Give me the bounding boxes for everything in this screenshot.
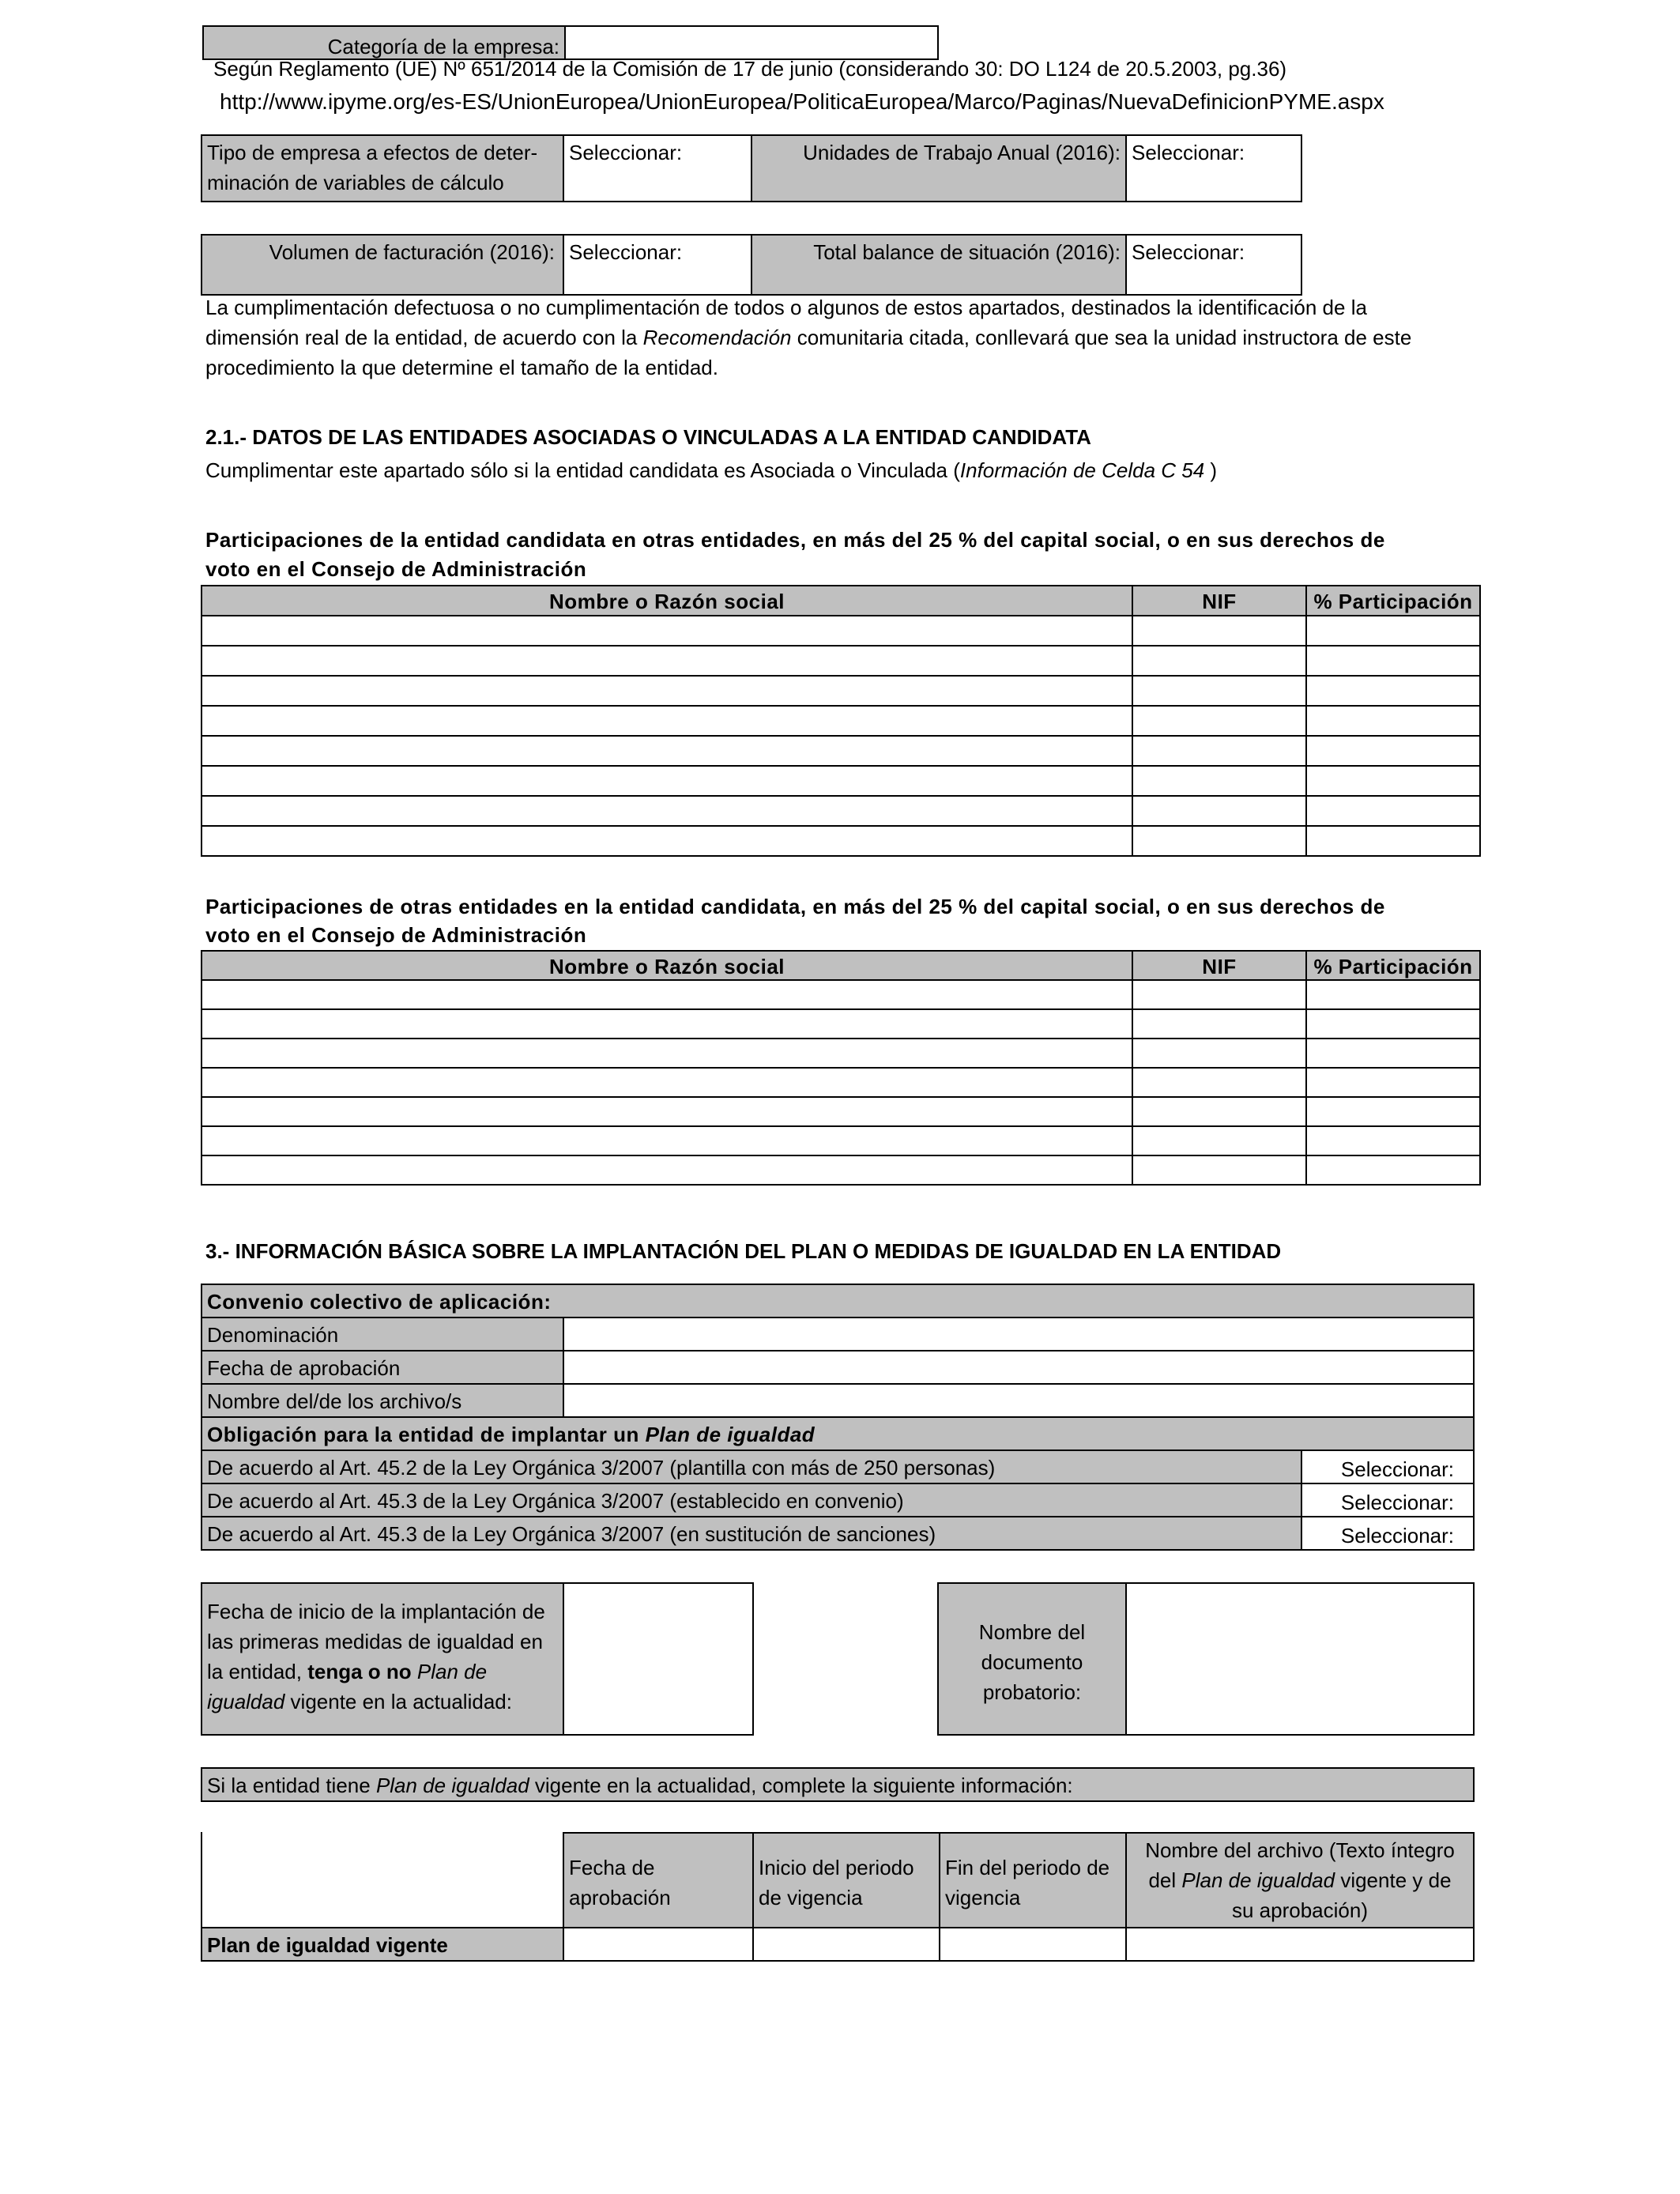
plan-header-inicio-2: de vigencia [759, 1886, 863, 1909]
volumen-label-box [201, 234, 564, 296]
table-cell-nif-col[interactable] [1132, 825, 1307, 857]
table-cell-participacion-col[interactable] [1305, 1008, 1481, 1039]
art3-label-cell [201, 1516, 1302, 1551]
table-cell-nif-col[interactable] [1132, 675, 1307, 707]
obligacion-header [201, 1416, 1475, 1451]
notice-recomendacion: Recomendación [642, 326, 792, 349]
table-header-label: % Participación [1313, 590, 1473, 613]
art1-label: De acuerdo al Art. 45.2 de la Ley Orgánica 3/2007 (plantilla con más de 250 personas) [207, 1456, 996, 1480]
plan-header-inicio-1: Inicio del periodo [759, 1856, 914, 1879]
reglamento-text: Según Reglamento (UE) Nº 651/2014 de la Comisión de 17 de junio (considerando 30: DO L124 de 20.5.2003, pg.36) [213, 57, 1287, 81]
volumen-value: Seleccionar: [569, 240, 683, 264]
table-header-participacion-col [1305, 585, 1481, 616]
unidades-label: Unidades de Trabajo Anual (2016): [803, 141, 1121, 164]
table-cell-nombre-col[interactable] [201, 735, 1133, 767]
unidades-value: Seleccionar: [1132, 141, 1245, 164]
obligacion-label-b: Plan de igualdad [645, 1423, 816, 1446]
documento-label-cell [937, 1582, 1127, 1736]
plan-vigente-info-a: Si la entidad tiene [207, 1774, 376, 1797]
categoria-label-box [202, 25, 566, 60]
nombre-archivos-label: Nombre del/de los archivo/s [207, 1389, 462, 1413]
tipo-label-1: Tipo de empresa a efectos de deter- [207, 141, 538, 164]
table-cell-participacion-col[interactable] [1305, 825, 1481, 857]
art3-select[interactable] [1301, 1516, 1475, 1551]
tipo-label-box [201, 134, 564, 202]
fecha-aprobacion-label: Fecha de aprobación [207, 1356, 401, 1380]
art2-select[interactable] [1301, 1483, 1475, 1517]
table-cell-participacion-col[interactable] [1305, 1155, 1481, 1186]
table-cell-participacion-col[interactable] [1305, 765, 1481, 797]
art1-select-value: Seleccionar: [1340, 1457, 1454, 1481]
table-cell-nombre-col[interactable] [201, 979, 1133, 1010]
table-cell-participacion-col[interactable] [1305, 705, 1481, 737]
section21-subtitle-a: Cumplimentar este apartado sólo si la entidad candidata es Asociada o Vinculada ( [205, 458, 960, 482]
table2-title-1: Participaciones de otras entidades en la entidad candidata, en más del 25 % del capital social, o en sus derechos de [205, 895, 1385, 918]
table-cell-nombre-col[interactable] [201, 645, 1133, 677]
section21-subtitle-b: Información de Celda C 54 [959, 458, 1205, 482]
art2-label-cell [201, 1483, 1302, 1517]
section21-subtitle [205, 458, 1217, 483]
table-cell-participacion-col[interactable] [1305, 979, 1481, 1010]
nombre-archivos-input[interactable] [563, 1383, 1475, 1418]
fecha-inicio-line-4a: igualdad [207, 1690, 285, 1713]
balance-value: Seleccionar: [1132, 240, 1245, 264]
table-cell-nif-col[interactable] [1132, 645, 1307, 677]
notice-line-1: La cumplimentación defectuosa o no cumplimentación de todos o algunos de estos apartados, destinados la identificación de la [205, 296, 1367, 319]
fecha-inicio-line-4b: vigente en la actualidad: [284, 1690, 512, 1713]
fecha-inicio-label-cell [201, 1582, 564, 1736]
plan-vigente-row-label [201, 1927, 564, 1962]
table-header-label: Nombre o Razón social [549, 590, 785, 613]
table-cell-participacion-col[interactable] [1305, 675, 1481, 707]
unidades-select[interactable] [1125, 134, 1302, 202]
table-header-label: Nombre o Razón social [549, 955, 785, 978]
url-link[interactable]: http://www.ipyme.org/es-ES/UnionEuropea/UnionEuropea/PoliticaEuropea/Marco/Paginas/NuevaDefinicionPYME.aspx [220, 89, 1384, 114]
plan-table-corner-border [201, 1832, 564, 1927]
table-cell-nif-col[interactable] [1132, 615, 1307, 647]
table-cell-nif-col[interactable] [1132, 705, 1307, 737]
table-cell-nombre-col[interactable] [201, 1096, 1133, 1127]
balance-label-box [751, 234, 1127, 296]
plan-vigente-inicio-input[interactable] [752, 1927, 940, 1962]
table-cell-nombre-col[interactable] [201, 705, 1133, 737]
fecha-inicio-input[interactable] [563, 1582, 754, 1736]
table-cell-participacion-col[interactable] [1305, 735, 1481, 767]
documento-line-1: Nombre del [978, 1620, 1086, 1644]
notice-line-2c: comunitaria citada, conllevará que sea la unidad instructora de este [791, 326, 1412, 349]
art1-label-cell [201, 1449, 1302, 1484]
plan-vigente-fecha-input[interactable] [563, 1927, 754, 1962]
art2-label: De acuerdo al Art. 45.3 de la Ley Orgánica 3/2007 (establecido en convenio) [207, 1489, 904, 1513]
notice-line-3: procedimiento la que determine el tamaño de la entidad. [205, 356, 718, 379]
table-cell-participacion-col[interactable] [1305, 1067, 1481, 1098]
table-cell-nif-col[interactable] [1132, 979, 1307, 1010]
table-cell-participacion-col[interactable] [1305, 1038, 1481, 1069]
fecha-inicio-line-3 [207, 1660, 487, 1684]
table-cell-nif-col[interactable] [1132, 1038, 1307, 1069]
table-cell-nif-col[interactable] [1132, 765, 1307, 797]
art1-select[interactable] [1301, 1449, 1475, 1484]
art2-select-value: Seleccionar: [1340, 1491, 1454, 1514]
plan-header-nombre-2 [1127, 1868, 1473, 1893]
table-header-nombre-col [201, 950, 1133, 981]
notice-line-2a: dimensión real de la entidad, de acuerdo con la [205, 326, 643, 349]
categoria-label: Categoría de la empresa: [327, 35, 559, 58]
section21-title: 2.1.- DATOS DE LAS ENTIDADES ASOCIADAS O VINCULADAS A LA ENTIDAD CANDIDATA [205, 425, 1091, 449]
notice-line-2 [205, 326, 1411, 350]
table-cell-nombre-col[interactable] [201, 1038, 1133, 1069]
plan-header-fecha [563, 1832, 754, 1928]
table-cell-nif-col[interactable] [1132, 795, 1307, 827]
table-header-nombre-col [201, 585, 1133, 616]
table-cell-nombre-col[interactable] [201, 825, 1133, 857]
table1-title-1: Participaciones de la entidad candidata en otras entidades, en más del 25 % del capital social, o en sus derechos de [205, 528, 1385, 552]
table-cell-nif-col[interactable] [1132, 1096, 1307, 1127]
fecha-aprobacion-input[interactable] [563, 1350, 1475, 1385]
fecha-inicio-line-3a: la entidad, [207, 1660, 308, 1683]
obligacion-label-a: Obligación para la entidad de implantar un [207, 1423, 646, 1446]
convenio-header [201, 1284, 1475, 1318]
nombre-archivos-label-cell [201, 1383, 564, 1418]
plan-vigente-nombre-input[interactable] [1125, 1927, 1475, 1962]
table-cell-nif-col[interactable] [1132, 1125, 1307, 1156]
table-cell-nombre-col[interactable] [201, 675, 1133, 707]
table-header-label: NIF [1202, 955, 1237, 978]
documento-line-2: documento [981, 1650, 1083, 1674]
denominacion-label-cell [201, 1317, 564, 1351]
art3-label: De acuerdo al Art. 45.3 de la Ley Orgánica 3/2007 (en sustitución de sanciones) [207, 1522, 936, 1546]
table-cell-nombre-col[interactable] [201, 765, 1133, 797]
plan-vigente-info-bar [201, 1767, 1475, 1802]
table-cell-participacion-col[interactable] [1305, 795, 1481, 827]
fecha-inicio-line-1: Fecha de inicio de la implantación de [207, 1600, 545, 1623]
table-cell-nif-col[interactable] [1132, 1155, 1307, 1186]
table-cell-nif-col[interactable] [1132, 1067, 1307, 1098]
table-cell-nombre-col[interactable] [201, 1155, 1133, 1186]
plan-header-fecha-1: Fecha de [569, 1856, 655, 1879]
plan-header-inicio [752, 1832, 940, 1928]
plan-header-nombre-2b: Plan de igualdad [1181, 1868, 1335, 1892]
documento-input[interactable] [1125, 1582, 1475, 1736]
tipo-value: Seleccionar: [569, 141, 683, 164]
tipo-select[interactable] [563, 134, 752, 202]
table-cell-nombre-col[interactable] [201, 1125, 1133, 1156]
table-cell-nombre-col[interactable] [201, 615, 1133, 647]
table-cell-nombre-col[interactable] [201, 1067, 1133, 1098]
table-header-participacion-col [1305, 950, 1481, 981]
table-cell-participacion-col[interactable] [1305, 615, 1481, 647]
plan-header-fin-1: Fin del periodo de [945, 1856, 1110, 1879]
table2-title-2: voto en el Consejo de Administración [205, 923, 587, 947]
categoria-value-field[interactable] [564, 25, 939, 60]
plan-header-fecha-2: aprobación [569, 1886, 671, 1909]
fecha-aprobacion-label-cell [201, 1350, 564, 1385]
plan-header-nombre-2a: del [1148, 1868, 1182, 1892]
section21-subtitle-c: ) [1204, 458, 1218, 482]
table-header-nif-col [1132, 585, 1307, 616]
plan-vigente-info-b: Plan de igualdad [375, 1774, 529, 1797]
plan-header-nombre-2c: vigente y de [1335, 1868, 1452, 1892]
table-cell-participacion-col[interactable] [1305, 1096, 1481, 1127]
documento-line-3: probatorio: [982, 1680, 1082, 1704]
convenio-label: Convenio colectivo de aplicación: [207, 1290, 552, 1314]
plan-header-nombre [1125, 1832, 1475, 1928]
denominacion-input[interactable] [563, 1317, 1475, 1351]
plan-vigente-info-c: vigente en la actualidad, complete la siguiente información: [529, 1774, 1073, 1797]
unidades-label-box [751, 134, 1127, 202]
balance-label: Total balance de situación (2016): [813, 240, 1121, 264]
volumen-select[interactable] [563, 234, 752, 296]
volumen-label: Volumen de facturación (2016): [269, 240, 555, 264]
plan-header-fin [939, 1832, 1127, 1928]
fecha-inicio-line-3c: Plan de [411, 1660, 488, 1683]
section3-title: 3.- INFORMACIÓN BÁSICA SOBRE LA IMPLANTACIÓN DEL PLAN O MEDIDAS DE IGUALDAD EN LA ENTIDAD [205, 1239, 1282, 1263]
table-cell-nif-col[interactable] [1132, 1008, 1307, 1039]
table-cell-participacion-col[interactable] [1305, 1125, 1481, 1156]
table1-title-2: voto en el Consejo de Administración [205, 557, 587, 581]
table-cell-nombre-col[interactable] [201, 795, 1133, 827]
fecha-inicio-line-4 [207, 1690, 512, 1714]
balance-select[interactable] [1125, 234, 1302, 296]
art3-select-value: Seleccionar: [1340, 1524, 1454, 1547]
table-cell-participacion-col[interactable] [1305, 645, 1481, 677]
table-header-nif-col [1132, 950, 1307, 981]
obligacion-label [207, 1423, 815, 1447]
plan-vigente-label: Plan de igualdad vigente [207, 1933, 448, 1957]
table-cell-nombre-col[interactable] [201, 1008, 1133, 1039]
plan-header-nombre-1: Nombre del archivo (Texto íntegro [1145, 1838, 1455, 1862]
denominacion-label: Denominación [207, 1323, 339, 1347]
plan-header-fin-2: vigencia [945, 1886, 1021, 1909]
table-header-label: NIF [1202, 590, 1237, 613]
plan-vigente-fin-input[interactable] [939, 1927, 1127, 1962]
tipo-label-2: minación de variables de cálculo [207, 171, 504, 194]
table-cell-nif-col[interactable] [1132, 735, 1307, 767]
table-header-label: % Participación [1313, 955, 1473, 978]
fecha-inicio-tenga-o-no: tenga o no [307, 1660, 412, 1683]
plan-header-nombre-3: su aprobación) [1232, 1898, 1368, 1922]
fecha-inicio-line-2: las primeras medidas de igualdad en [207, 1630, 543, 1653]
plan-vigente-info-text [207, 1774, 1073, 1798]
